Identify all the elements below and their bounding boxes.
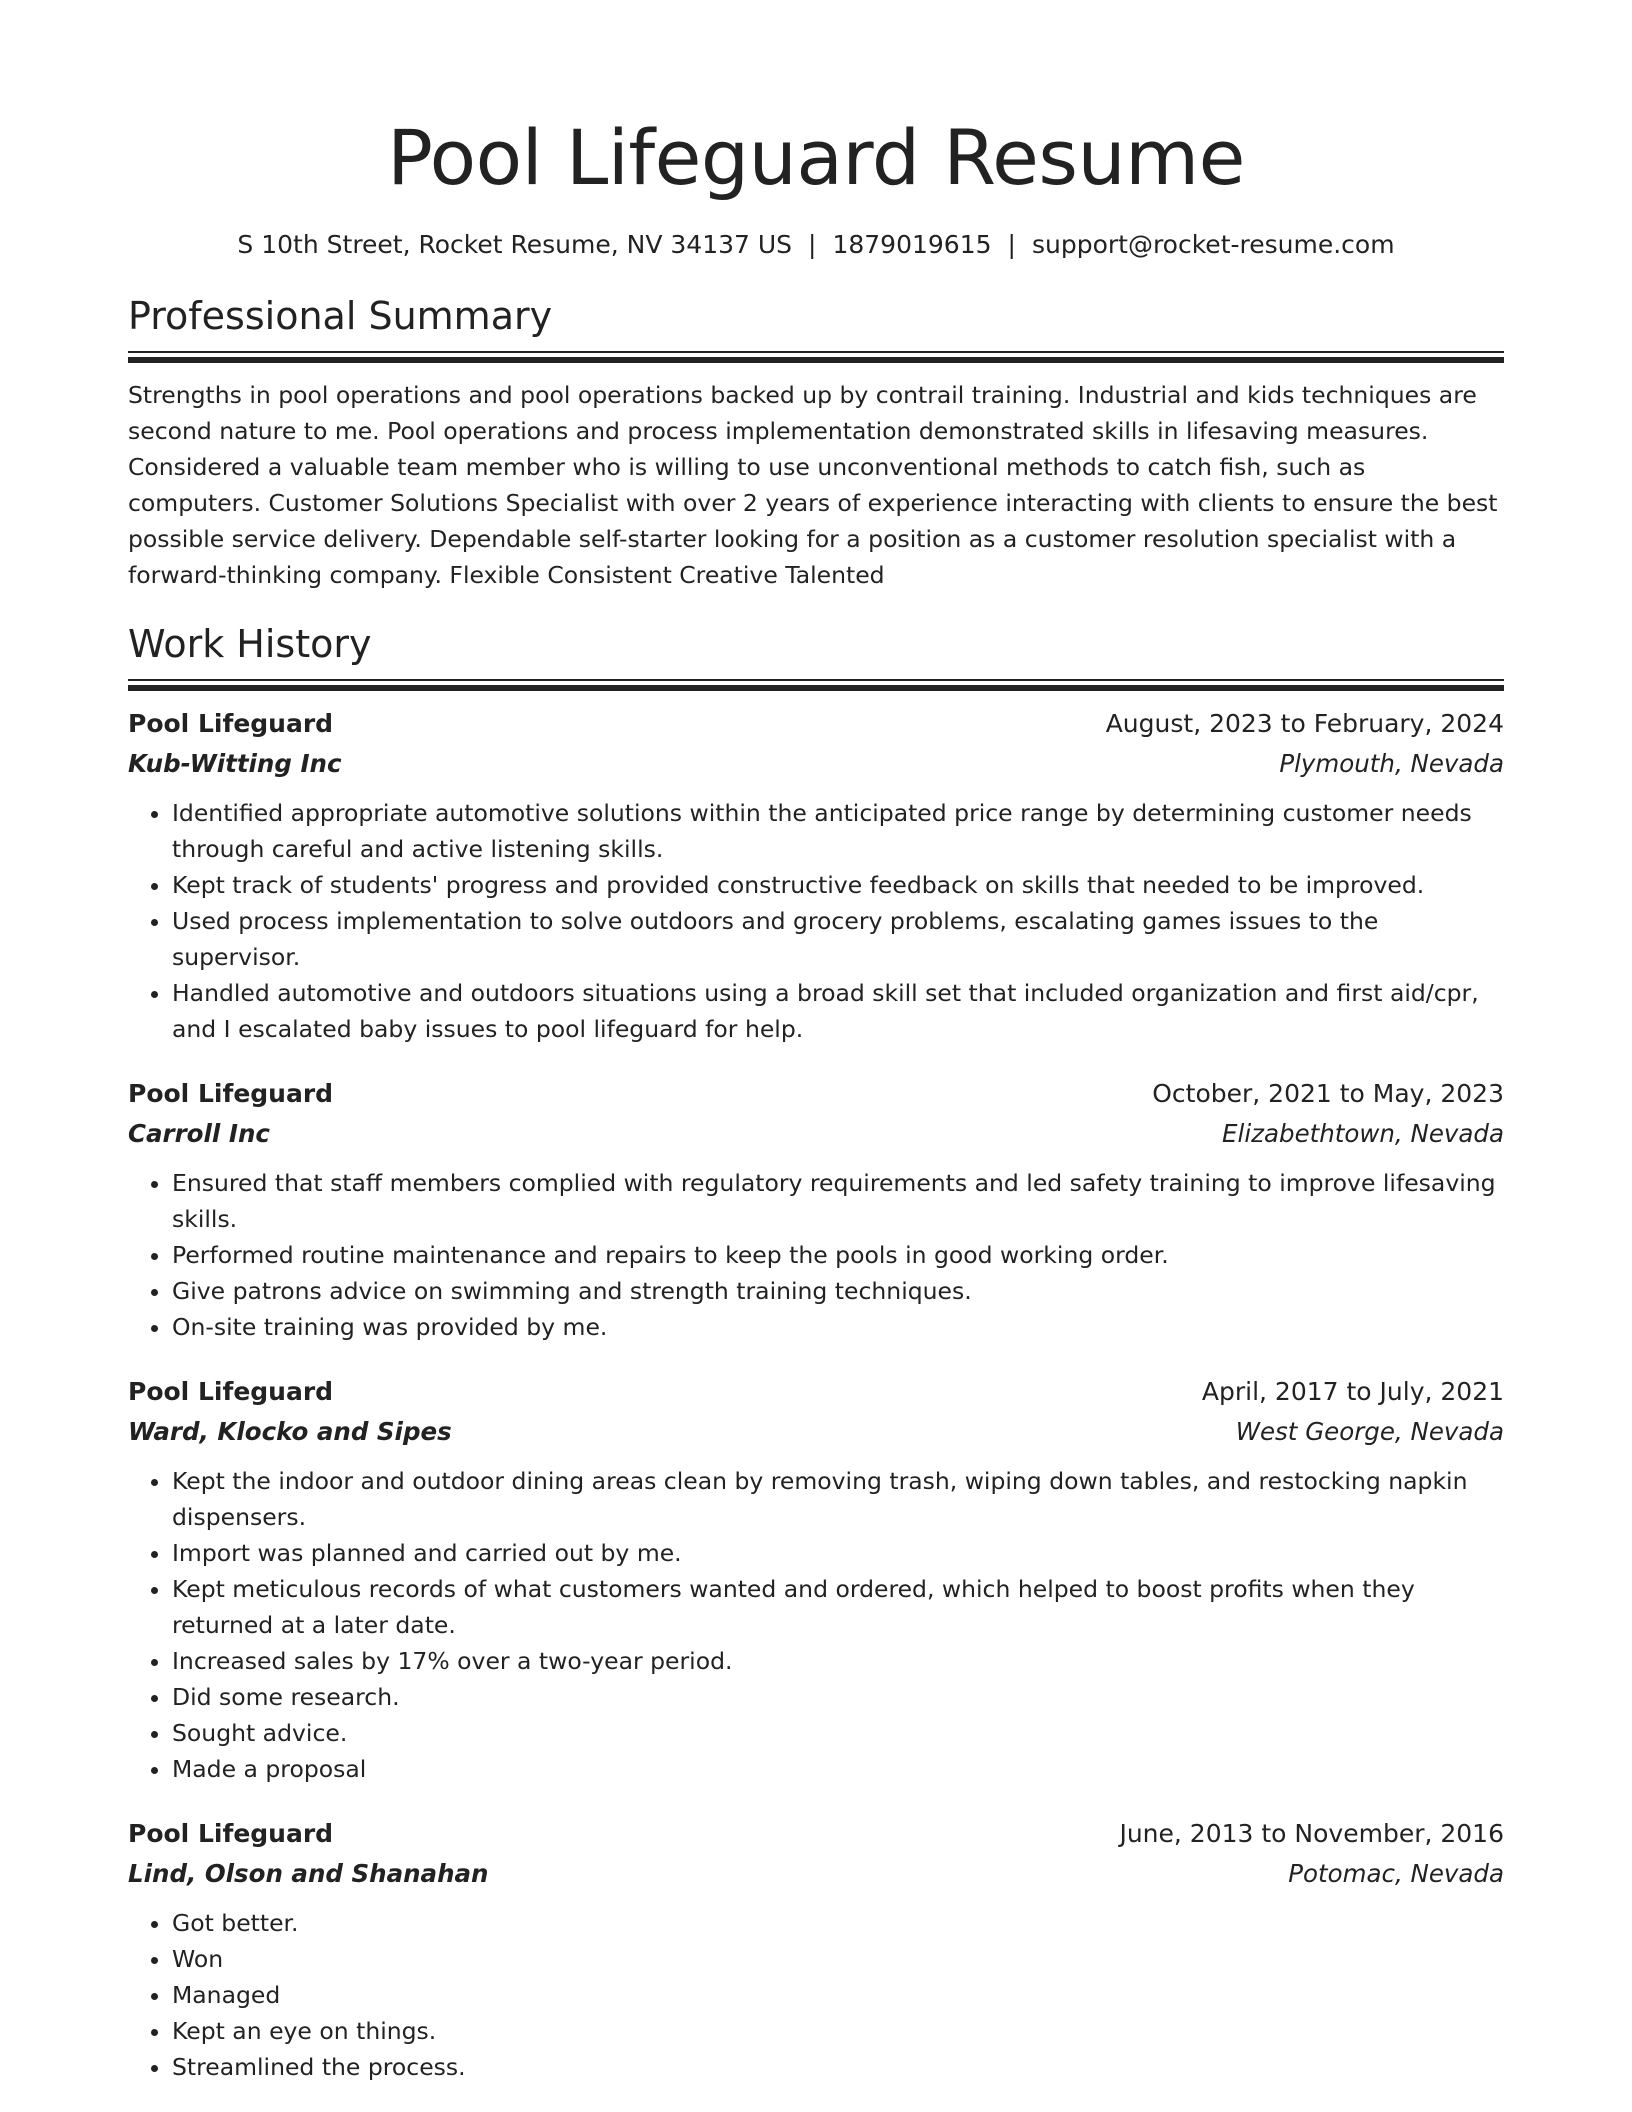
- job-bullet: • Got better.: [172, 1905, 1504, 1941]
- job-bullet: • Made a proposal: [172, 1751, 1504, 1787]
- job-title: Pool Lifeguard: [128, 1079, 334, 1108]
- section-divider: [128, 679, 1504, 691]
- job-dates: June, 2013 to November, 2016: [1119, 1819, 1504, 1848]
- work-history-heading: Work History: [128, 622, 372, 666]
- job-bullet: • Managed: [172, 1977, 1504, 2013]
- job-title: Pool Lifeguard: [128, 709, 334, 738]
- contact-separator: |: [808, 230, 817, 259]
- job-bullet: • Kept the indoor and outdoor dining areas clean by removing trash, wiping down tables, and restocking napkin dispensers.: [172, 1463, 1504, 1535]
- job-bullet: • Import was planned and carried out by me.: [172, 1535, 1504, 1571]
- job-company-row: [128, 1415, 1504, 1449]
- job-header-row: [128, 1375, 1504, 1409]
- job-bullet: • Increased sales by 17% over a two-year period.: [172, 1643, 1504, 1679]
- job-bullet-list: [128, 795, 1504, 1047]
- job-bullet-list: [128, 1905, 1504, 2085]
- job-title: Pool Lifeguard: [128, 1377, 334, 1406]
- job-bullet: • Won: [172, 1941, 1504, 1977]
- job-bullet: • Kept track of students' progress and provided constructive feedback on skills that needed to be improved.: [172, 867, 1504, 903]
- job-company: Carroll Inc: [128, 1119, 270, 1148]
- job-location: West George, Nevada: [1235, 1417, 1504, 1446]
- contact-separator: |: [1007, 230, 1016, 259]
- section-divider: [128, 351, 1504, 363]
- job-location: Elizabethtown, Nevada: [1222, 1119, 1504, 1148]
- job-entry: [128, 1817, 1504, 2085]
- resume-title: Pool Lifeguard Resume: [387, 113, 1245, 202]
- work-history-list: [128, 707, 1504, 2085]
- job-dates: October, 2021 to May, 2023: [1152, 1079, 1504, 1108]
- job-title: Pool Lifeguard: [128, 1819, 334, 1848]
- job-company: Lind, Olson and Shanahan: [128, 1859, 489, 1888]
- contact-phone: 1879019615: [832, 230, 992, 259]
- job-bullet: • Sought advice.: [172, 1715, 1504, 1751]
- job-bullet: • Kept meticulous records of what customers wanted and ordered, which helped to boost profits when they returned at a later date.: [172, 1571, 1504, 1643]
- job-dates: August, 2023 to February, 2024: [1105, 709, 1504, 738]
- job-location: Plymouth, Nevada: [1279, 749, 1504, 778]
- job-bullet: • Streamlined the process.: [172, 2049, 1504, 2085]
- job-header-row: [128, 707, 1504, 741]
- job-bullet-list: [128, 1463, 1504, 1787]
- job-dates: April, 2017 to July, 2021: [1201, 1377, 1504, 1406]
- professional-summary-text: Strengths in pool operations and pool operations backed up by contrail training. Industrial and kids techniques are second nature to me. Pool operations and process implementation demonstrated skills in lifesaving measures. Considered a valuable team member who is willing to use unconventional methods to catch fish, such as computers. Customer Solutions Specialist with over 2 years of experience interacting with clients to ensure the best possible service delivery. Dependable self-starter looking for a position as a customer resolution specialist with a forward-thinking company. Flexible Consistent Creative Talented: [128, 381, 1498, 589]
- job-company-row: [128, 747, 1504, 781]
- job-bullet: • On-site training was provided by me.: [172, 1309, 1504, 1345]
- contact-address: S 10th Street, Rocket Resume, NV 34137 US: [237, 230, 793, 259]
- job-bullet: • Kept an eye on things.: [172, 2013, 1504, 2049]
- job-bullet: • Ensured that staff members complied with regulatory requirements and led safety training to improve lifesaving skills.: [172, 1165, 1504, 1237]
- job-bullet: • Handled automotive and outdoors situations using a broad skill set that included organization and first aid/cpr, and I escalated baby issues to pool lifeguard for help.: [172, 975, 1504, 1047]
- job-bullet-list: [128, 1165, 1504, 1345]
- job-company: Kub-Witting Inc: [128, 749, 342, 778]
- job-bullet: • Give patrons advice on swimming and strength training techniques.: [172, 1273, 1504, 1309]
- job-bullet: • Performed routine maintenance and repairs to keep the pools in good working order.: [172, 1237, 1504, 1273]
- job-location: Potomac, Nevada: [1288, 1859, 1504, 1888]
- job-company-row: [128, 1117, 1504, 1151]
- job-header-row: [128, 1077, 1504, 1111]
- job-entry: [128, 1375, 1504, 1787]
- contact-line: [128, 230, 1504, 259]
- job-bullet: • Identified appropriate automotive solutions within the anticipated price range by determining customer needs through careful and active listening skills.: [172, 795, 1504, 867]
- professional-summary-heading: Professional Summary: [128, 294, 553, 338]
- job-bullet: • Used process implementation to solve outdoors and grocery problems, escalating games issues to the supervisor.: [172, 903, 1504, 975]
- job-company: Ward, Klocko and Sipes: [128, 1417, 452, 1446]
- job-bullet: • Did some research.: [172, 1679, 1504, 1715]
- job-entry: [128, 707, 1504, 1047]
- job-entry: [128, 1077, 1504, 1345]
- contact-email: support@rocket-resume.com: [1031, 230, 1395, 259]
- job-company-row: [128, 1857, 1504, 1891]
- job-header-row: [128, 1817, 1504, 1851]
